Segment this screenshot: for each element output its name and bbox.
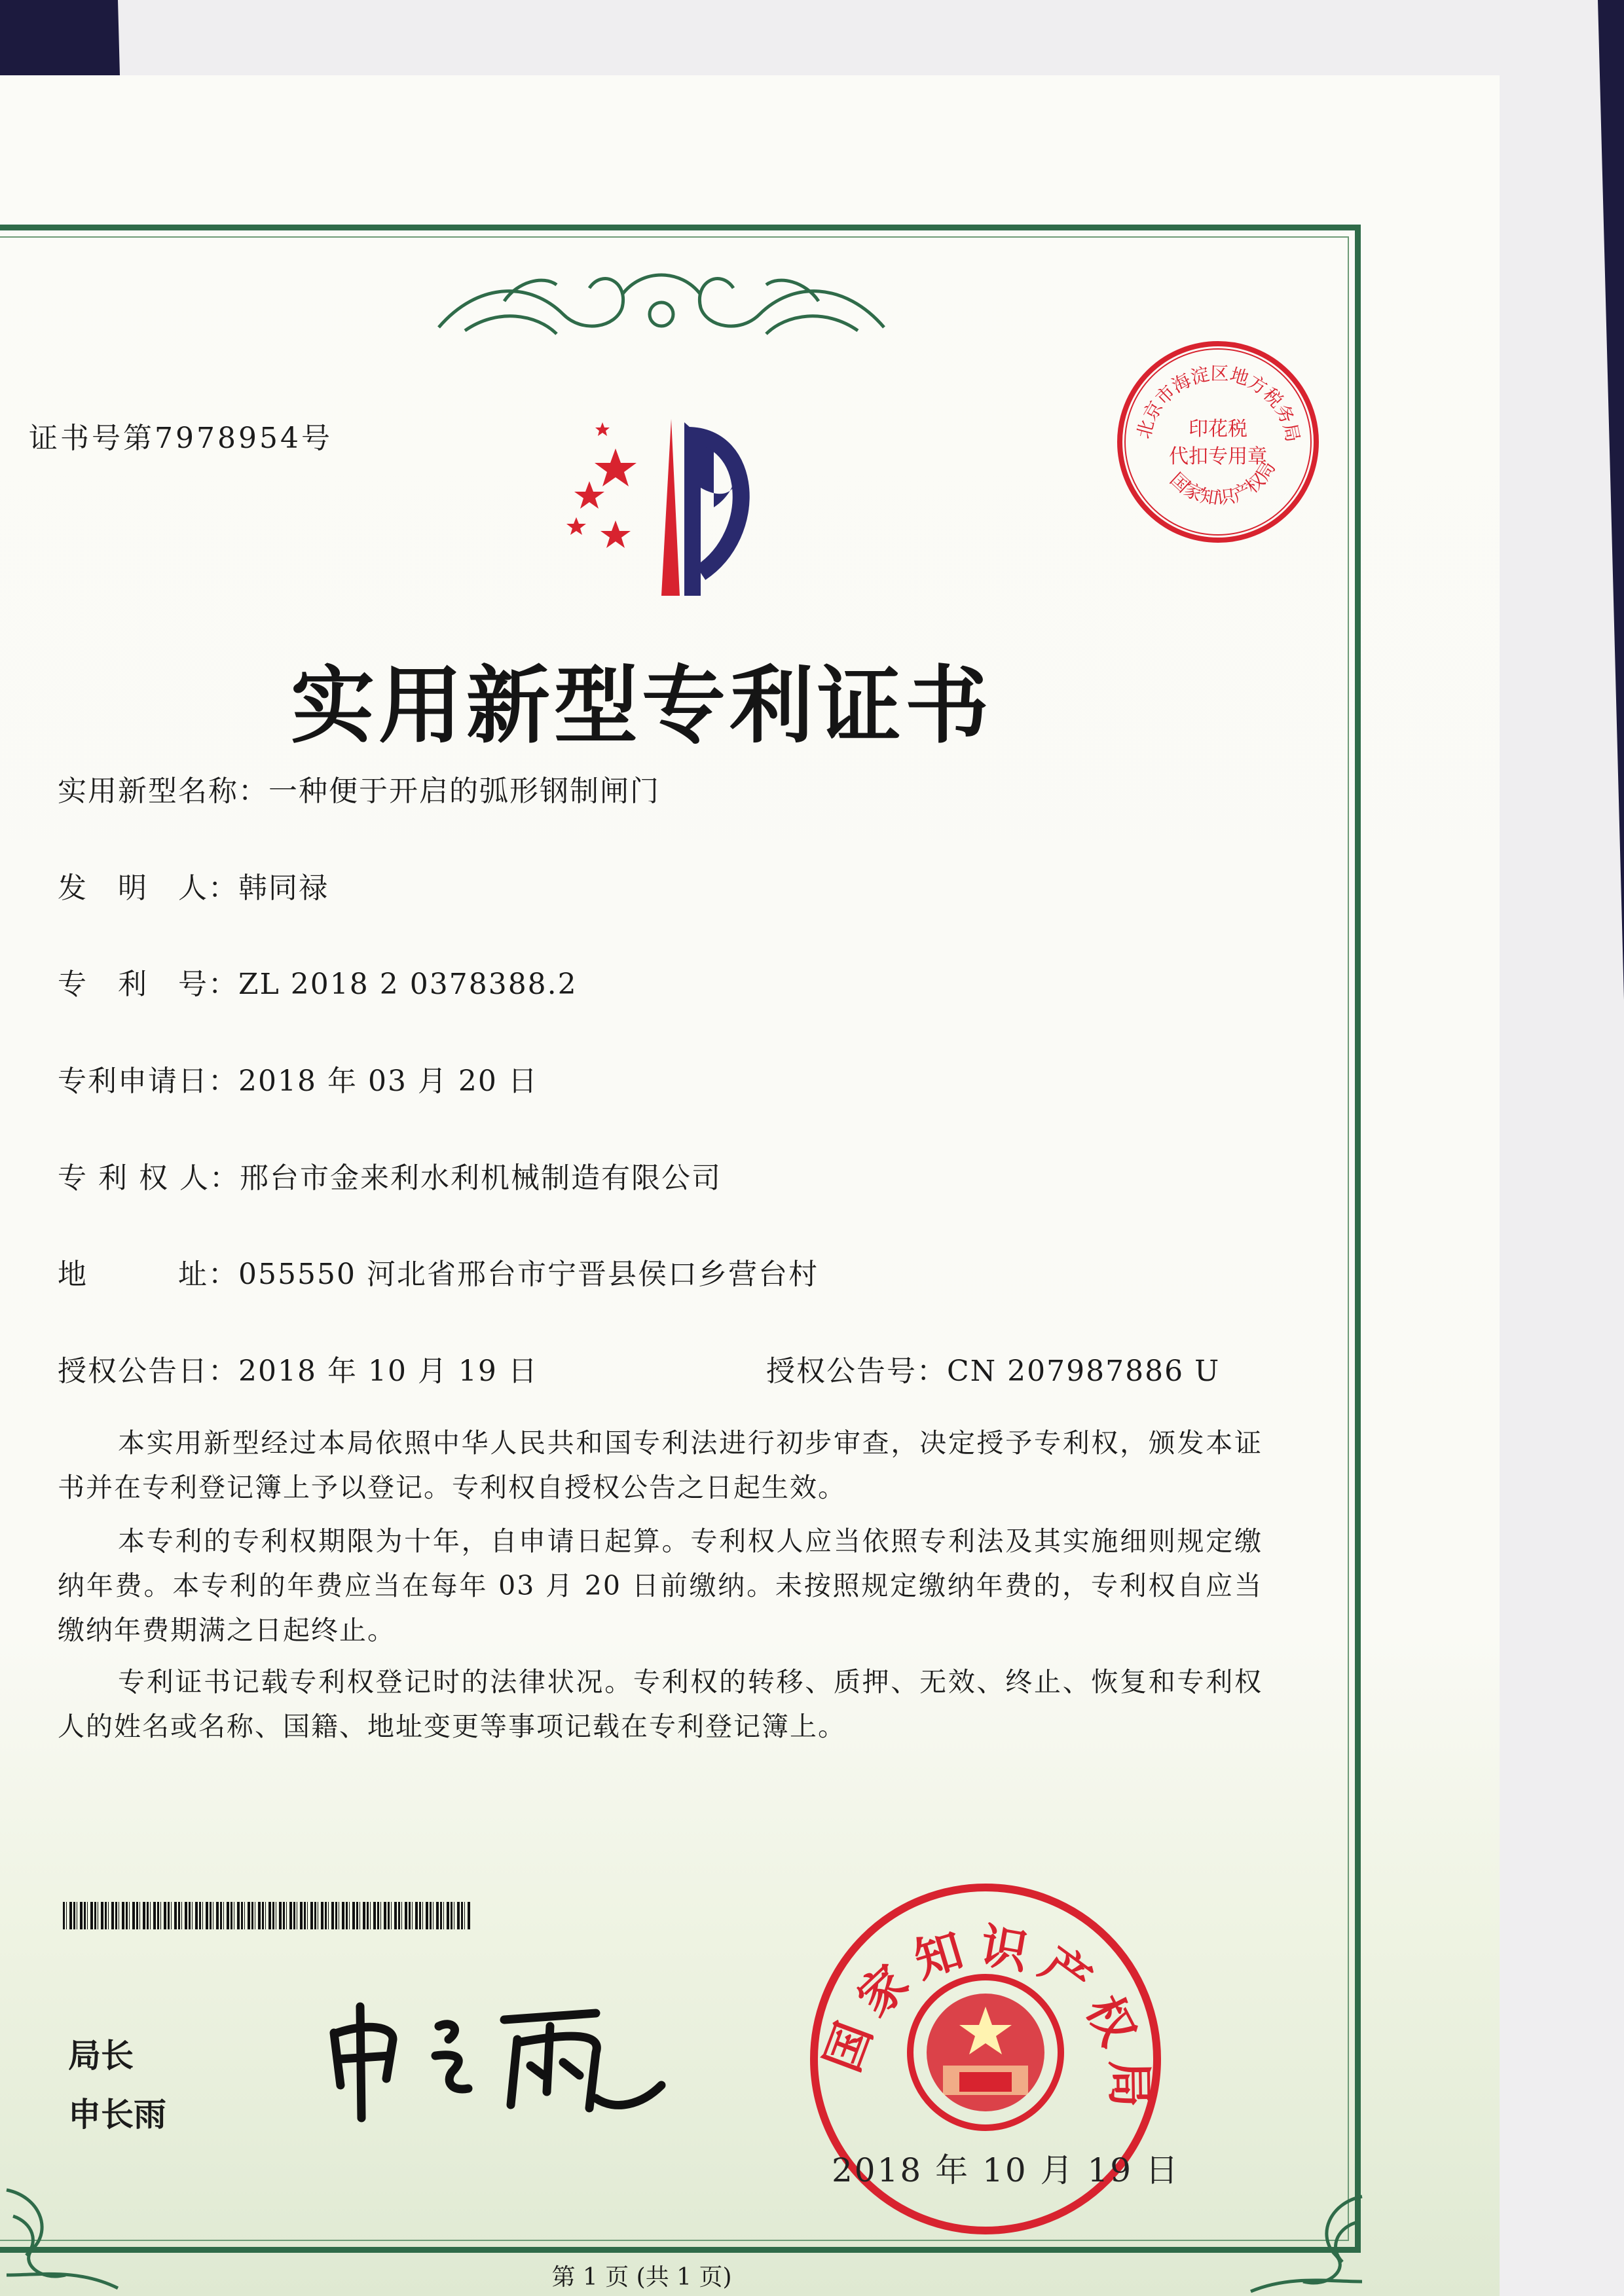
tax-seal-outer-text: 北京市海淀区地方税务局 [1132, 362, 1304, 445]
director-title: 局长 [68, 2037, 134, 2075]
page-footer: 第 1 页 (共 1 页) [551, 2264, 732, 2291]
national-emblem-icon [910, 1977, 1061, 2128]
paragraph-1: 本实用新型经过本局依照中华人民共和国专利法进行初步审查，决定授予专利权，颁发本证书并在专利登记簿上予以登记。专利权自授权公告之日起生效。 [58, 1427, 1263, 1503]
field-filing-date: 专利申请日：2018 年 03 月 20 日 [58, 1065, 538, 1098]
field-inventor: 发 明 人：韩同禄 [58, 871, 329, 905]
director-name: 申长雨 [68, 2096, 166, 2134]
certificate-title: 实用新型专利证书 [290, 657, 993, 755]
field-patentee: 专 利 权 人：邢台市金来利水利机械制造有限公司 [58, 1161, 722, 1195]
field-grant-date: 授权公告日：2018 年 10 月 19 日 [58, 1355, 538, 1388]
field-address: 地 址：055550 河北省邢台市宁晋县侯口乡营台村 [58, 1258, 819, 1291]
field-patent-number: 专 利 号：ZL 2018 2 0378388.2 [58, 968, 578, 1001]
sipo-seal-text: 国家知识产权局 [814, 1918, 1158, 2120]
tax-seal-line2: 代扣专用章 [1169, 445, 1267, 468]
barcode [63, 1902, 471, 1929]
patent-office-logo [537, 409, 799, 606]
paragraph-2: 本专利的专利权期限为十年，自申请日起算。专利权人应当依照专利法及其实施细则规定缴纳年费。本专利的年费应当在每年 03 月 20 日前缴纳。未按照规定缴纳年费的，专利权自应当缴纳年费期满之日起终止。 [58, 1525, 1263, 1646]
tax-seal-line1: 印花税 [1189, 418, 1247, 441]
seal-date: 2018 年 10 月 19 日 [832, 2151, 1180, 2189]
tax-seal [1113, 337, 1323, 547]
certificate-page [0, 75, 1500, 2296]
paragraph-3: 专利证书记载专利权登记时的法律状况。专利权的转移、质押、无效、终止、恢复和专利权人的姓名或名称、国籍、地址变更等事项记载在专利登记簿上。 [58, 1666, 1263, 1742]
field-grant-number: 授权公告号：CN 207987886 U [766, 1355, 1221, 1388]
certificate-number: 证书号第7978954号 [29, 422, 333, 455]
director-signature [321, 1994, 674, 2124]
tax-seal-bottom-text: 国家知识产权局 [1166, 457, 1280, 509]
top-ornament [426, 255, 897, 347]
field-utility-model-name: 实用新型名称：一种便于开启的弧形钢制闸门 [58, 774, 660, 808]
